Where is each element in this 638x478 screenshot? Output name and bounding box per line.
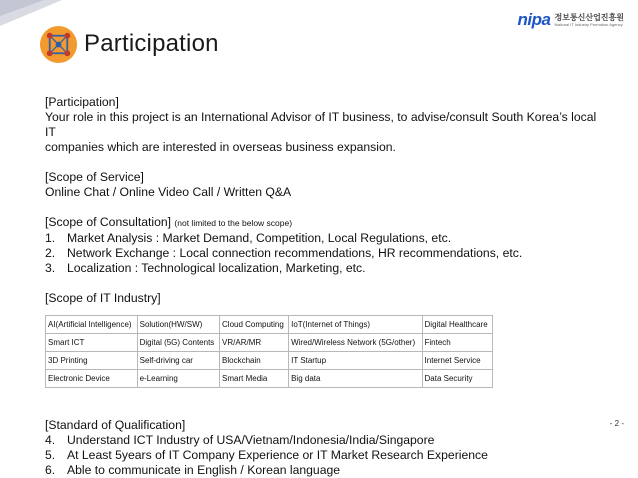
table-cell: IT Startup [289,352,422,370]
list-text: Market Analysis : Market Demand, Competition, Local Regulations, etc. [67,231,452,245]
table-cell: VR/AR/MR [220,334,289,352]
scope-of-consultation-heading-line [45,215,605,231]
main-content [45,95,605,478]
list-text: Network Exchange : Local connection recommendations, HR recommendations, etc. [67,246,523,260]
qualification-list [45,433,605,478]
table-row [46,370,493,388]
list-number: 5. [45,448,56,462]
table-cell: Solution(HW/SW) [137,316,219,334]
list-number: 2. [45,246,56,260]
table-cell: Data Security [422,370,492,388]
table-row [46,316,493,334]
page-number: - 2 - [609,419,624,428]
it-industry-table [45,315,493,388]
list-item [45,246,605,261]
list-number: 4. [45,433,56,447]
list-number: 1. [45,231,56,245]
table-cell: Digital (5G) Contents [137,334,219,352]
table-cell: Blockchain [220,352,289,370]
list-text: Understand ICT Industry of USA/Vietnam/Indonesia/India/Singapore [67,433,435,447]
logo-mark: nipa [517,10,551,29]
list-item [45,261,605,276]
list-item [45,231,605,246]
table-cell: Smart Media [220,370,289,388]
list-number: 6. [45,463,56,477]
nipa-logo [517,10,624,30]
table-cell: Self-driving car [137,352,219,370]
table-cell: 3D Printing [46,352,138,370]
participation-line-1: Your role in this project is an International Advisor of IT business, to advise/consult South Korea’s local IT [45,110,597,139]
participation-line-2: companies which are interested in overseas business expansion. [45,140,396,154]
table-cell: Big data [289,370,422,388]
list-text: Localization : Technological localization, Marketing, etc. [67,261,366,275]
scope-of-service-heading: [Scope of Service] [45,170,144,184]
logo-korean-text: 정보통신산업진흥원 [554,12,624,22]
scope-of-service-text: Online Chat / Online Video Call / Written Q&A [45,185,292,199]
table-cell: IoT(Internet of Things) [289,316,422,334]
list-item [45,463,605,478]
standard-of-qualification-heading: [Standard of Qualification] [45,418,186,432]
participation-heading: [Participation] [45,95,119,109]
list-text: At Least 5years of IT Company Experience or IT Market Research Experience [67,448,488,462]
page-title: Participation [84,30,219,57]
list-item [45,448,605,463]
table-cell: Fintech [422,334,492,352]
table-cell: AI(Artificial Intelligence) [46,316,138,334]
table-cell: Cloud Computing [220,316,289,334]
logo-english-text: National IT Industry Promotion Agency [554,21,623,27]
table-cell: Digital Healthcare [422,316,492,334]
scope-of-consultation-heading: [Scope of Consultation] [45,215,172,229]
table-row [46,352,493,370]
table-cell: Internet Service [422,352,492,370]
scope-of-consultation-note: (not limited to the below scope) [174,218,293,228]
list-item [45,433,605,448]
table-row [46,334,493,352]
table-cell: Electronic Device [46,370,138,388]
table-cell: e-Learning [137,370,219,388]
list-text: Able to communicate in English / Korean language [67,463,341,477]
list-number: 3. [45,261,56,275]
network-icon [39,25,78,64]
scope-of-it-industry-heading: [Scope of IT Industry] [45,291,161,305]
table-cell: Wired/Wireless Network (5G/other) [289,334,422,352]
table-cell: Smart ICT [46,334,138,352]
consultation-list [45,231,605,276]
